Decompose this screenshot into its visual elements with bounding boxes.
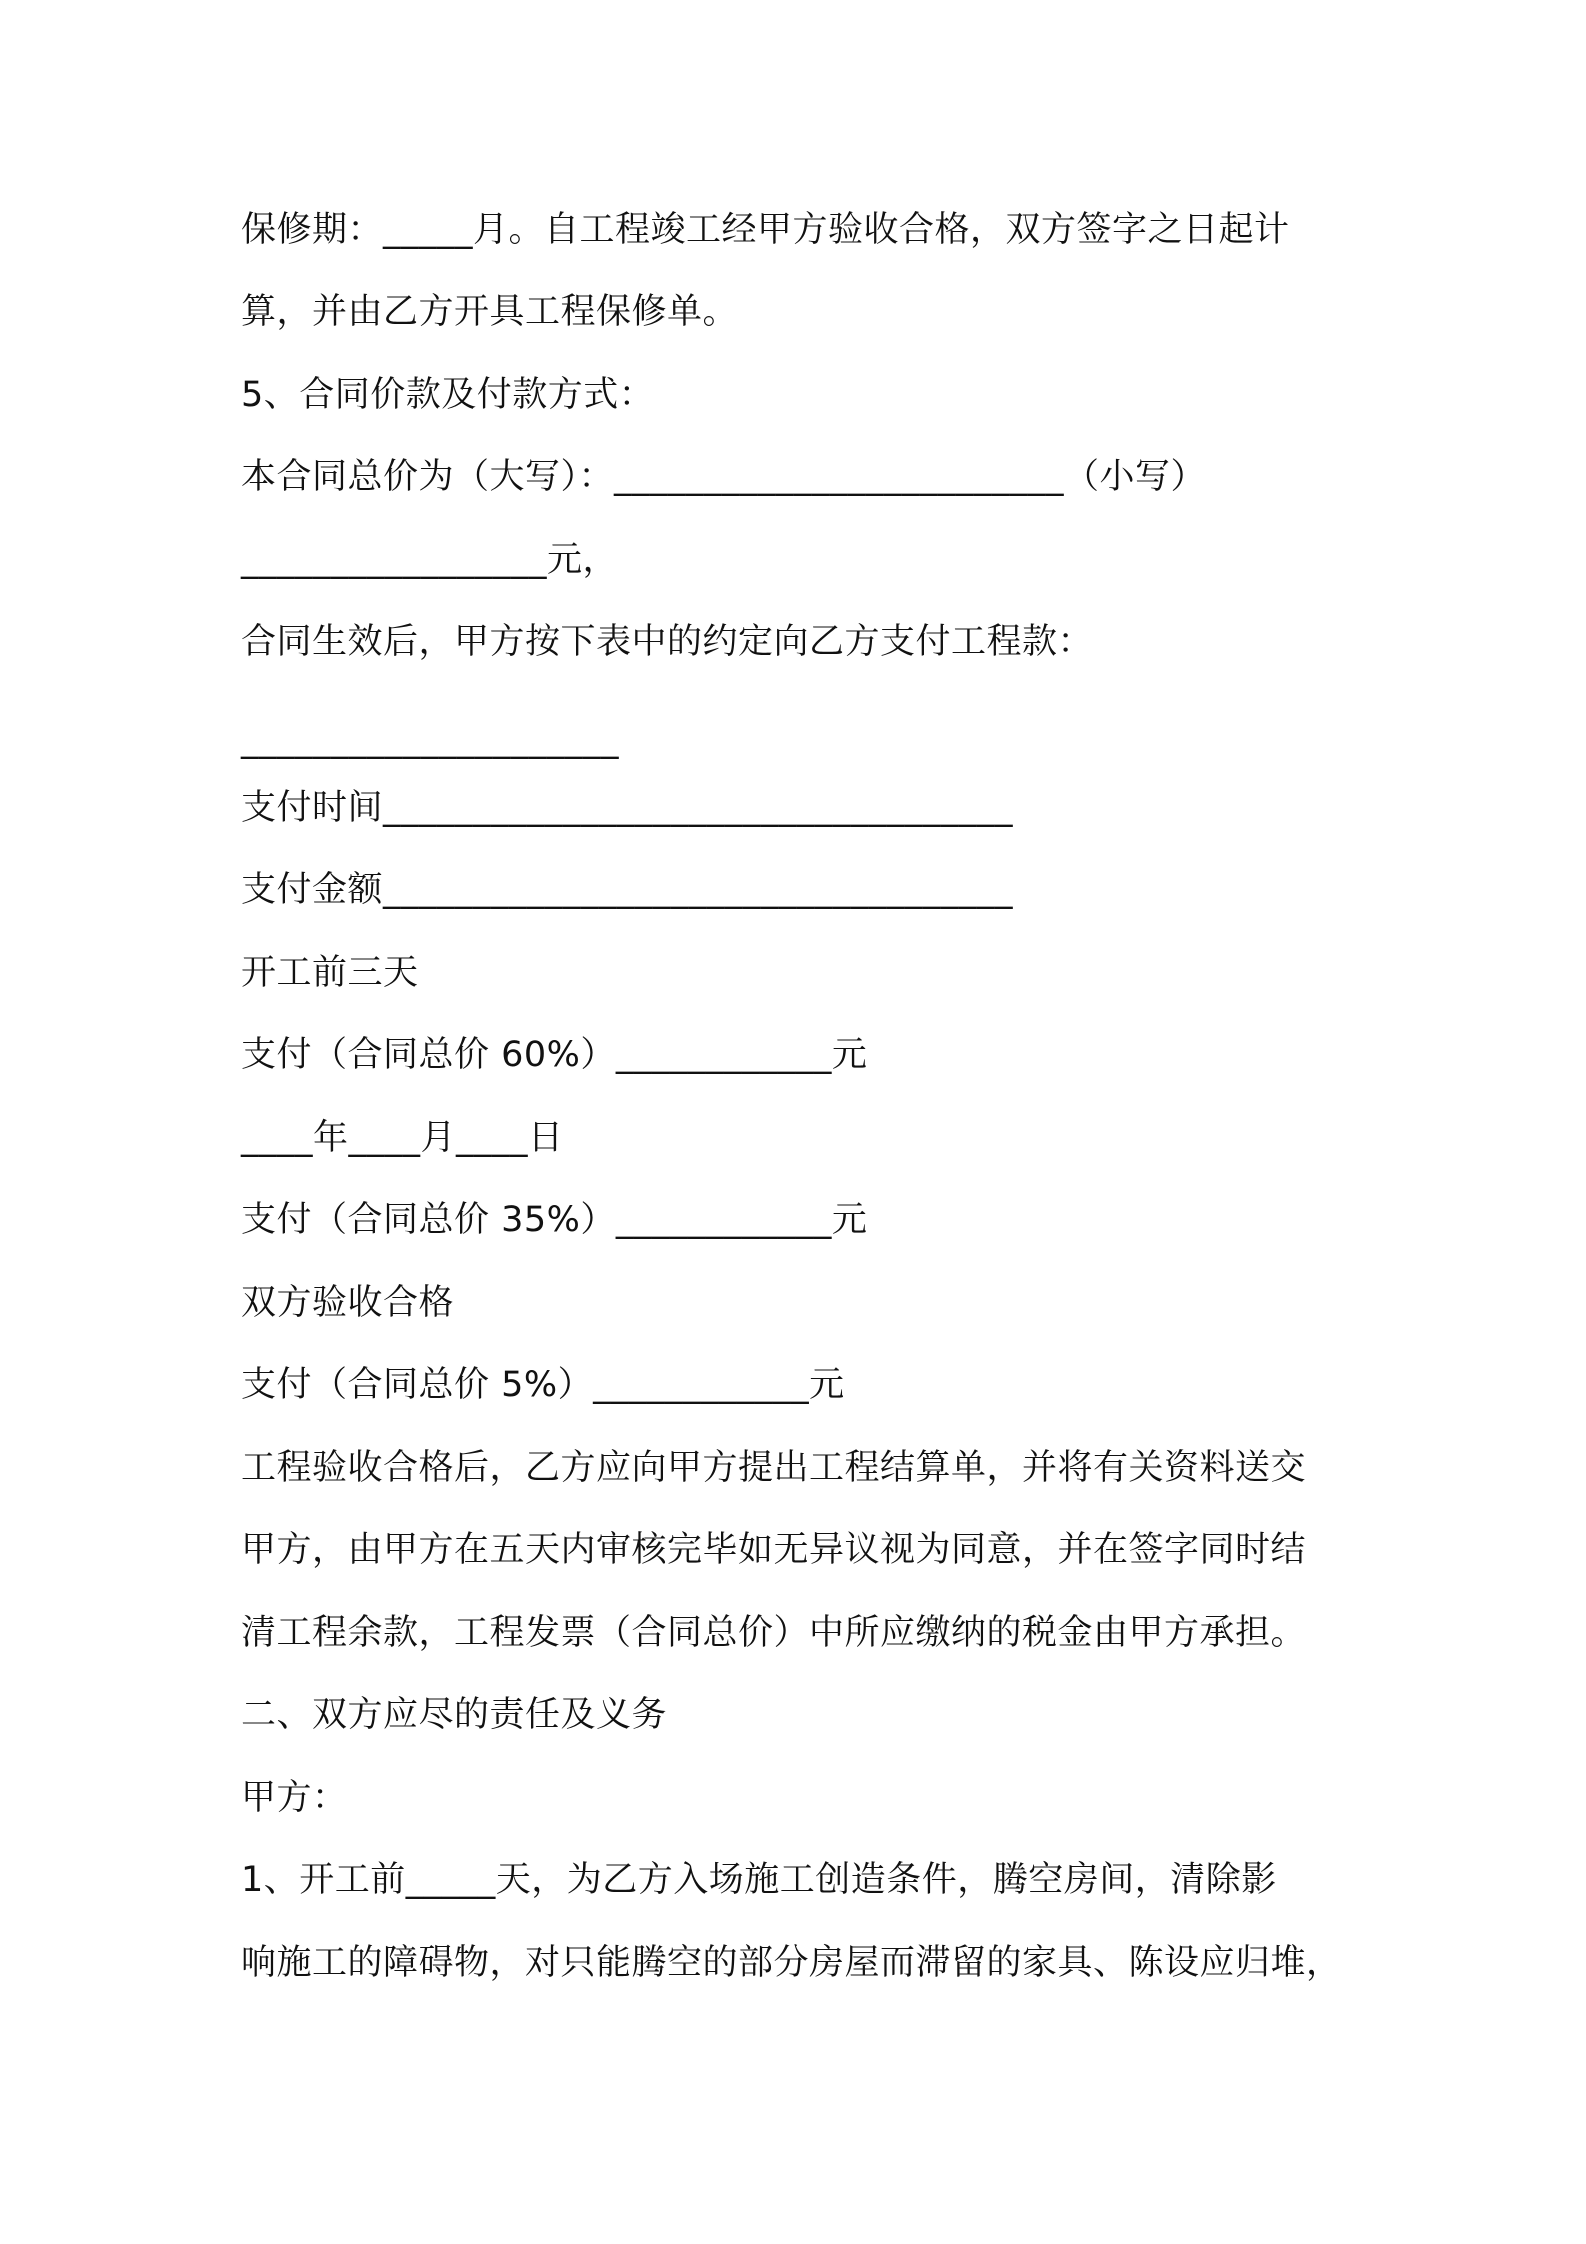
table-rule: _____________________ [241,720,619,760]
text-line: _________________元， [241,540,619,580]
text-line: 合同生效后，甲方按下表中的约定向乙方支付工程款： [241,622,1094,662]
text-line: 清工程余款，工程发票（合同总价）中所应缴纳的税金由甲方承担。 [241,1613,1307,1653]
table-row: 支付时间___________________________________ [241,788,1014,828]
table-row: 支付（合同总价 35%）____________元 [241,1200,868,1240]
table-row: 支付（合同总价 5%）____________元 [241,1365,845,1405]
section-heading: 5、合同价款及付款方式： [241,375,655,415]
table-row: 支付（合同总价 60%）____________元 [241,1035,868,1075]
table-row: ____年____月____日 [241,1118,564,1158]
text-line: 保修期：_____月。自工程竣工经甲方验收合格，双方签字之日起计 [241,210,1290,250]
text-line: 本合同总价为（大写）：_________________________（小写） [241,457,1207,497]
table-row: 开工前三天 [241,953,419,993]
table-row: 支付金额___________________________________ [241,870,1014,910]
text-line: 算，并由乙方开具工程保修单。 [241,292,739,332]
table-row: 双方验收合格 [241,1283,455,1323]
section-heading: 二、双方应尽的责任及义务 [241,1695,668,1735]
text-line: 甲方： [241,1778,348,1818]
text-line: 响施工的障碍物，对只能腾空的部分房屋而滞留的家具、陈设应归堆， [241,1943,1342,1983]
text-line: 1、开工前_____天，为乙方入场施工创造条件，腾空房间，清除影 [241,1860,1277,1900]
text-line: 甲方，由甲方在五天内审核完毕如无异议视为同意，并在签字同时结 [241,1530,1307,1570]
text-line: 工程验收合格后，乙方应向甲方提出工程结算单，并将有关资料送交 [241,1448,1307,1488]
